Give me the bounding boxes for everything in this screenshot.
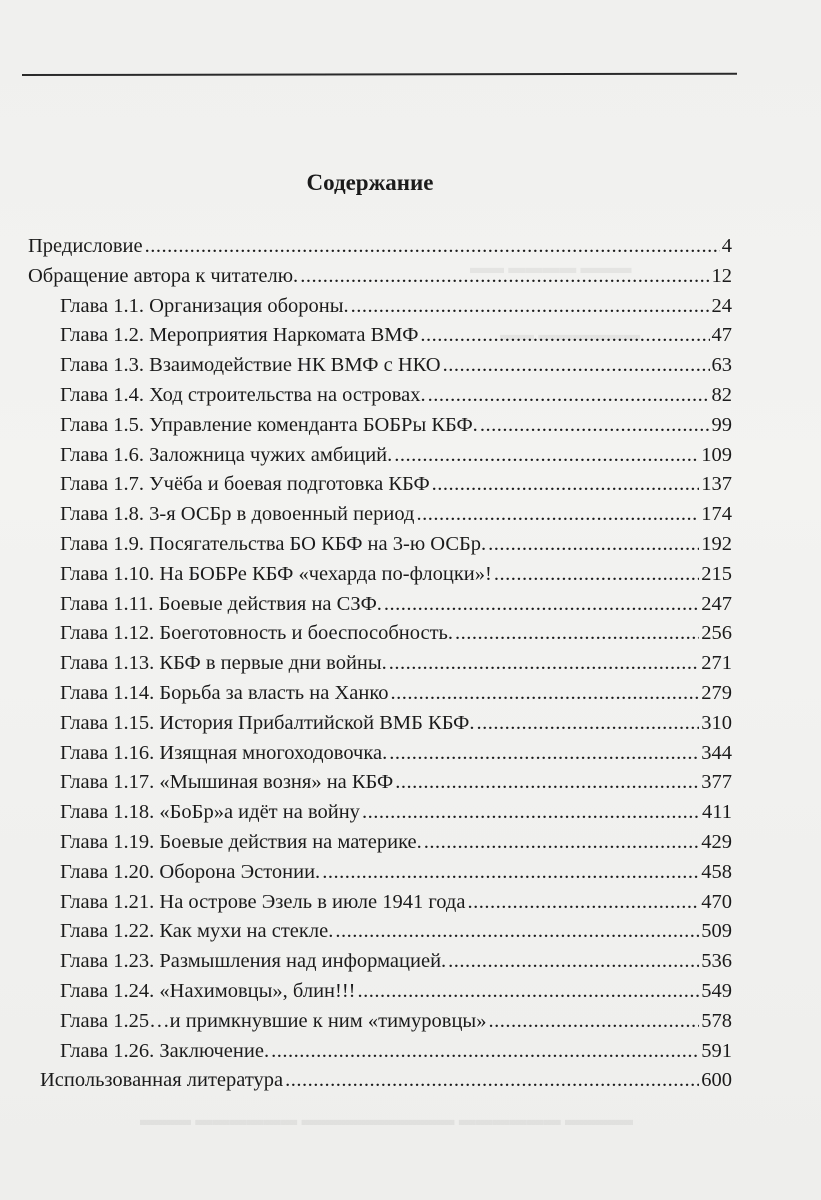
toc-entry-label: Глава 1.4. Ход строительства на островах.: [60, 383, 426, 406]
toc-entry: [28, 1007, 732, 1037]
toc-entry-page-number: 82: [711, 383, 732, 406]
dot-leader: [358, 977, 700, 1007]
toc-entry-label: Глава 1.7. Учёба и боевая подготовка КБФ: [60, 473, 430, 496]
toc-entry-label: Глава 1.17. «Мышиная возня» на КБФ: [60, 771, 394, 794]
toc-entry-label: Глава 1.26. Заключение.: [60, 1039, 270, 1062]
dot-leader: [300, 262, 709, 292]
dot-leader: [322, 858, 699, 888]
toc-entry-label: Глава 1.15. История Прибалтийской ВМБ КБФ.: [60, 711, 475, 734]
dot-leader: [389, 739, 699, 769]
toc-entry-label: Предисловие: [28, 235, 143, 257]
show-through-text: ▬▬▬▬ ▬▬▬▬▬▬ ▬▬▬▬▬▬▬▬▬ ▬▬▬▬▬▬ ▬▬▬: [140, 1110, 633, 1129]
toc-entry-page-number: 63: [711, 354, 732, 377]
toc-entry: [28, 441, 732, 471]
toc-entry-page-number: 509: [701, 920, 732, 943]
dot-leader: [477, 709, 700, 739]
toc-entry-page-number: 344: [701, 741, 732, 764]
toc-entry-label: Глава 1.5. Управление коменданта БОБРы КБФ.: [60, 413, 478, 436]
dot-leader: [480, 411, 710, 441]
toc-entry: [28, 500, 732, 530]
dot-leader: [285, 1066, 699, 1096]
dot-leader: [467, 888, 699, 918]
toc-entry-label: Глава 1.10. На БОБРе КБФ «чехарда по-флоцки»!: [60, 562, 492, 585]
toc-entry: [28, 1066, 732, 1096]
toc-entry-page-number: 4: [721, 235, 732, 257]
toc-entry: [28, 590, 732, 620]
dot-leader: [428, 381, 710, 411]
dot-leader: [145, 232, 720, 262]
toc-entry-label: Глава 1.24. «Нахимовцы», блин!!!: [60, 979, 356, 1002]
dot-leader: [351, 292, 710, 322]
toc-entry: [28, 709, 732, 739]
toc-entry-page-number: 47: [711, 324, 732, 347]
dot-leader: [488, 1007, 699, 1037]
toc-entry: [28, 619, 732, 649]
toc-entry: [28, 351, 732, 381]
toc-entry-page-number: 591: [701, 1039, 732, 1062]
page-title: Содержание: [306, 170, 434, 195]
toc-entry: [28, 232, 732, 262]
toc-entry: [28, 530, 732, 560]
toc-entry-label: Глава 1.22. Как мухи на стекле.: [60, 920, 334, 943]
toc-entry-page-number: 600: [701, 1069, 732, 1092]
toc-entry-page-number: 429: [701, 830, 732, 853]
toc-entry: [28, 649, 732, 679]
toc-entry-label: Глава 1.12. Боеготовность и боеспособность.: [60, 622, 454, 645]
toc-entry-label: Глава 1.2. Мероприятия Наркомата ВМФ: [60, 324, 419, 347]
toc-entry-label: Использованная литература: [40, 1069, 284, 1092]
toc-entry-label: Глава 1.9. Посягательства БО КБФ на 3-ю ОСБр.: [60, 532, 487, 555]
toc-entry: [28, 411, 732, 441]
toc-entry-label: Глава 1.19. Боевые действия на материке.: [60, 830, 422, 853]
toc-entry-page-number: 536: [701, 950, 732, 973]
toc-entry-page-number: 24: [711, 294, 732, 317]
toc-entry-page-number: 549: [701, 979, 732, 1002]
toc-entry-page-number: 247: [701, 592, 732, 615]
toc-entry-page-number: 137: [701, 473, 732, 496]
toc-entry: [28, 292, 732, 322]
toc-entry: [28, 798, 732, 828]
toc-entry-page-number: 470: [701, 890, 732, 913]
toc-entry-label: Глава 1.1. Организация обороны.: [60, 294, 349, 317]
dot-leader: [416, 500, 699, 530]
dot-leader: [384, 590, 699, 620]
dot-leader: [432, 470, 700, 500]
toc-entry-page-number: 271: [701, 652, 732, 675]
dot-leader: [455, 619, 699, 649]
toc-entry-page-number: 109: [701, 443, 732, 466]
toc-entry-label: Глава 1.25…и примкнувшие к ним «тимуровцы»: [60, 1009, 487, 1032]
dot-leader: [391, 679, 700, 709]
toc-entry: [28, 739, 732, 769]
toc-entry: [28, 470, 732, 500]
toc-entry-page-number: 99: [711, 413, 732, 436]
toc-entry-page-number: 458: [701, 860, 732, 883]
toc-entry-label: Глава 1.16. Изящная многоходовочка.: [60, 741, 388, 764]
show-through-text: ▬▬▬▬▬▬ ▬▬: [500, 325, 641, 344]
toc-entry: [28, 679, 732, 709]
toc-entry-label: Глава 1.20. Оборона Эстонии.: [60, 860, 321, 883]
dot-leader: [335, 917, 699, 947]
toc-entry: [28, 858, 732, 888]
toc-entry: [28, 768, 732, 798]
dot-leader: [271, 1037, 699, 1067]
toc-entry-page-number: 192: [701, 532, 732, 555]
dot-leader: [420, 321, 709, 351]
toc-entry-label: Глава 1.6. Заложница чужих амбиций.: [60, 443, 393, 466]
toc-entry-page-number: 174: [701, 503, 732, 526]
dot-leader: [443, 351, 710, 381]
toc-entry-label: Глава 1.8. 3-я ОСБр в довоенный период: [60, 503, 415, 526]
dot-leader: [362, 798, 700, 828]
toc-entry-label: Глава 1.11. Боевые действия на СЗФ.: [60, 592, 382, 615]
toc-entry-label: Глава 1.3. Взаимодействие НК ВМФ с НКО: [60, 354, 441, 377]
show-through-text: ▬▬▬ ▬▬▬▬ ▬▬: [470, 258, 632, 277]
dot-leader: [448, 947, 699, 977]
toc-entry-page-number: 310: [701, 711, 732, 734]
toc-entry: [28, 1037, 732, 1067]
toc-entry: [28, 381, 732, 411]
toc-entry-label: Глава 1.14. Борьба за власть на Ханко: [60, 681, 389, 704]
toc-entry-page-number: 377: [701, 771, 732, 794]
header-rule: [22, 73, 737, 76]
toc-entry: [28, 977, 732, 1007]
toc-entry: [28, 560, 732, 590]
toc-entry: [28, 917, 732, 947]
toc-entry-page-number: 256: [701, 622, 732, 645]
dot-leader: [494, 560, 699, 590]
toc-entry-label: Глава 1.23. Размышления над информацией.: [60, 950, 447, 973]
toc-entry: [28, 828, 732, 858]
toc-entry-page-number: 411: [702, 801, 732, 824]
toc-entry: [28, 321, 732, 351]
dot-leader: [394, 441, 699, 471]
table-of-contents: [28, 232, 732, 1096]
toc-entry-label: Глава 1.13. КБФ в первые дни войны.: [60, 652, 387, 675]
toc-entry: [28, 888, 732, 918]
dot-leader: [424, 828, 699, 858]
toc-entry-page-number: 215: [701, 562, 732, 585]
toc-entry-label: Обращение автора к читателю.: [28, 264, 299, 287]
dot-leader: [395, 768, 699, 798]
dot-leader: [488, 530, 699, 560]
toc-entry-page-number: 12: [711, 264, 732, 287]
dot-leader: [389, 649, 699, 679]
toc-entry-label: Глава 1.21. На острове Эзель в июле 1941 года: [60, 890, 466, 913]
toc-entry: [28, 947, 732, 977]
toc-entry-page-number: 279: [701, 681, 732, 704]
toc-entry-label: Глава 1.18. «БоБр»а идёт на войну: [60, 801, 360, 824]
toc-entry: [28, 262, 732, 292]
toc-entry-page-number: 578: [701, 1009, 732, 1032]
